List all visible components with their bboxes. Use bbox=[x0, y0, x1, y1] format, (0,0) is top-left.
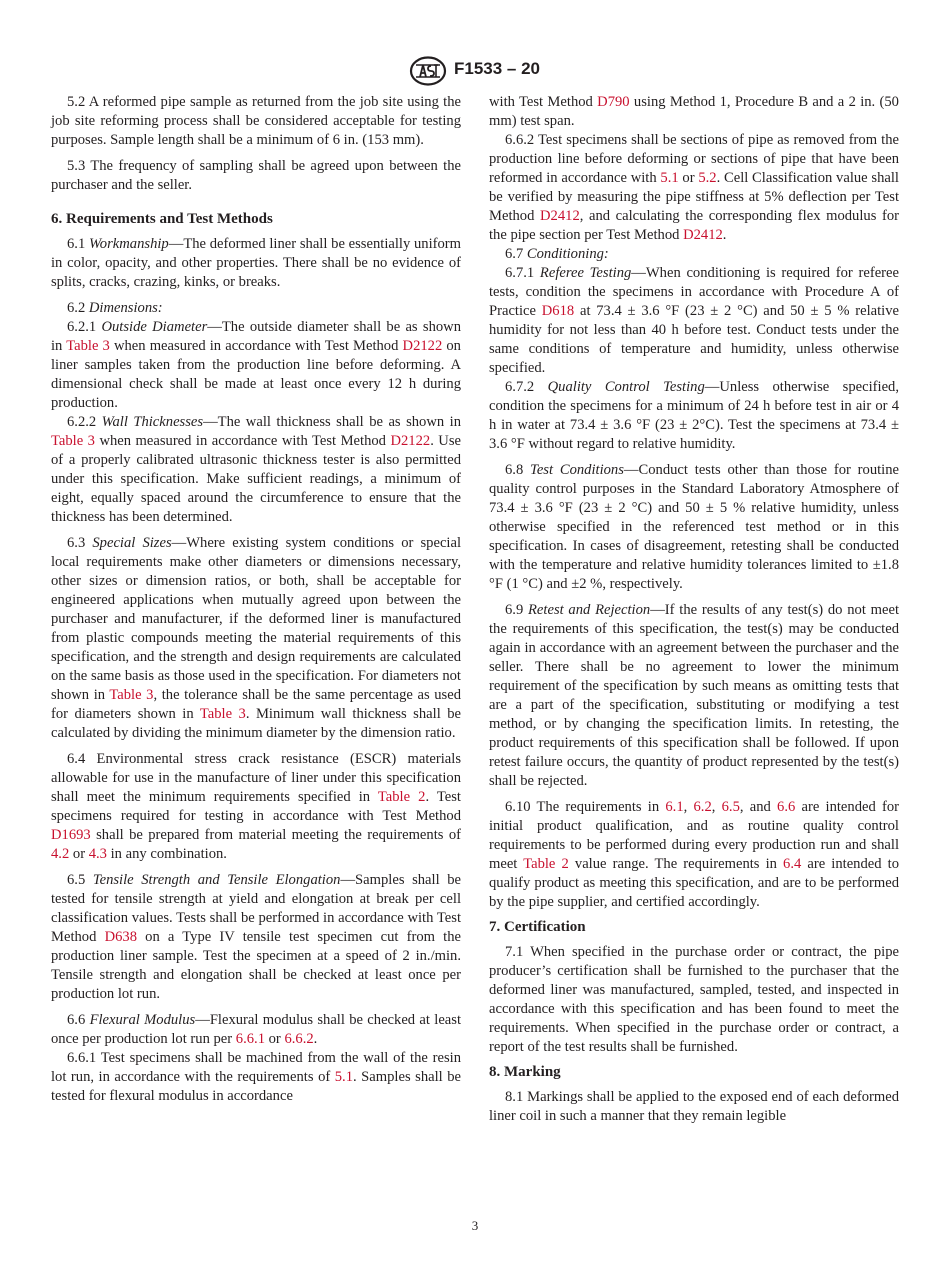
link-d2122[interactable]: D2122 bbox=[390, 433, 431, 449]
section-6-2: 6.2 Dimensions: bbox=[67, 300, 163, 316]
section-6-6-1: 6.6.1 Test specimens shall be machined from the wall of the resin lot run, in accordance with the requirements of 5.1. Samples shall be tested for flexural modulus in accordance bbox=[51, 1050, 461, 1104]
link-d618[interactable]: D618 bbox=[541, 303, 575, 319]
section-6-6-2: 6.6.2 Test specimens shall be sections of pipe as removed from the production line before deforming or sections of pipe that have been reformed in accordance with 5.1 or 5.2. Cell Classification value shall be verified by measuring the pipe stiffness at 5% deflection per Test Method D2412, and calculating the corresponding flex modulus for the pipe section per Test Method D2412. bbox=[489, 132, 899, 243]
link-6-6[interactable]: 6.6 bbox=[777, 799, 796, 815]
section-6-7-1: 6.7.1 Referee Testing—When conditioning is required for referee tests, condition the specimens in accordance with Procedure A of Practice D618 at 73.4 ± 3.6 °F (23 ± 2 °C) and 50 ± 5 % relative humidity for not less than 40 h before test. Conduct tests under the same conditions of temperature and humidity, unless otherwise specified. bbox=[489, 265, 899, 376]
astm-logo bbox=[409, 56, 447, 86]
section-6-7: 6.7 Conditioning: bbox=[505, 246, 609, 262]
link-table-3[interactable]: Table 3 bbox=[199, 706, 246, 722]
document-id: F1533 – 20 bbox=[454, 59, 541, 78]
link-table-2[interactable]: Table 2 bbox=[377, 789, 426, 805]
page-header bbox=[0, 56, 950, 86]
section-6-2-1: 6.2.1 Outside Diameter—The outside diameter shall be as shown in Table 3 when measured in accordance with Test Method D2122 on liner samples taken from the production line before deforming. A dimensional check shall be made at least once every 12 h during production. bbox=[51, 319, 461, 411]
link-d2412[interactable]: D2412 bbox=[540, 208, 580, 224]
link-6-6-2[interactable]: 6.6.2 bbox=[284, 1031, 314, 1047]
section-6-1: 6.1 Workmanship—The deformed liner shall be essentially uniform in color, opacity, and other properties. There shall be no evidence of splits, cracks, crazing, kinks, or breaks. bbox=[51, 236, 462, 290]
section-6-4: 6.4 Environmental stress crack resistance (ESCR) materials allowable for use in the manufacture of liner under this specification shall meet the minimum requirements specified in Table 2. Test specimens required for testing in accordance with Test Method D1693 shall be prepared from material meeting the requirements of 4.2 or 4.3 in any combination. bbox=[51, 751, 461, 862]
link-5-1[interactable]: 5.1 bbox=[660, 170, 679, 186]
link-table-2[interactable]: Table 2 bbox=[523, 856, 569, 872]
section-6-7-2: 6.7.2 Quality Control Testing—Unless otherwise specified, condition the specimens for a minimum of 24 h before test in air or 4 h in water at 73.4 ± 3.6 °F (23 ± 2°C). Test the specimens at 73.4 ± 3.6 °F without regard to relative humidity. bbox=[489, 379, 899, 452]
link-5-1[interactable]: 5.1 bbox=[334, 1069, 353, 1085]
link-6-6-1[interactable]: 6.6.1 bbox=[235, 1031, 265, 1047]
section-8-1: 8.1 Markings shall be applied to the exposed end of each deformed liner coil in such a manner that they remain legible bbox=[489, 1089, 899, 1124]
heading-section-8: 8. Marking bbox=[489, 1064, 561, 1080]
link-d2412[interactable]: D2412 bbox=[683, 227, 723, 243]
section-7-1: 7.1 When specified in the purchase order or contract, the pipe producer’s certification shall be furnished to the purchaser that the deformed liner was manufactured, sampled, tested, and inspected in accordance with this specification and has been found to meet the requirements. When specified in the purchase order or contract, a report of the test results shall be furnished. bbox=[489, 944, 899, 1055]
section-5-2: 5.2 A reformed pipe sample as returned from the job site using the job site reforming process shall be considered acceptable for testing purposes. Sample length shall be a minimum of 6 in. (153 mm). bbox=[51, 94, 461, 148]
link-table-3[interactable]: Table 3 bbox=[66, 338, 110, 354]
heading-section-6: 6. Requirements and Test Methods bbox=[51, 211, 273, 227]
section-5-3: 5.3 The frequency of sampling shall be agreed upon between the purchaser and the seller. bbox=[51, 158, 461, 193]
link-6-2[interactable]: 6.2 bbox=[693, 799, 712, 815]
link-d790[interactable]: D790 bbox=[597, 94, 630, 110]
section-6-8: 6.8 Test Conditions—Conduct tests other than those for routine quality control purposes in the Standard Laboratory Atmosphere of 73.4 ± 3.6 °F (23 ± 2 °C) and 50 ± 5 % relative humidity, unless otherwise specified in the referenced test method or in this specification. In cases of disagreement, retesting shall be conducted with the temperature and relative humidity tolerances limited to ±1.8 °F (1 °C) and ±2 %, respectively. bbox=[489, 462, 899, 592]
section-6-10: 6.10 The requirements in 6.1, 6.2, 6.5, and 6.6 are intended for initial product qualification, and as routine quality control requirements to be performed during every production run and shall meet Table 2 value range. The requirements in 6.4 are intended to qualify product as meeting this specification, and are to be performed by the pipe supplier, and certified accordingly. bbox=[489, 799, 900, 910]
link-table-3[interactable]: Table 3 bbox=[51, 433, 95, 449]
section-6-5: 6.5 Tensile Strength and Tensile Elongation—Samples shall be tested for tensile strength at yield and elongation at break per cell classification values. Tests shall be performed in accordance with Test Method D638 on a Type IV tensile test specimen cut from the production liner sample. Test the specimen at a speed of 2 in./min. Tensile strength and elongation shall be checked at least once per production lot run. bbox=[51, 872, 462, 1002]
section-6-6-1-continued: with Test Method D790 using Method 1, Procedure B and a 2 in. (50 mm) test span. bbox=[489, 94, 899, 129]
page-number: 3 bbox=[471, 1218, 479, 1233]
link-4-2[interactable]: 4.2 bbox=[51, 846, 70, 862]
link-6-5[interactable]: 6.5 bbox=[721, 799, 740, 815]
link-table-3[interactable]: Table 3 bbox=[109, 687, 154, 703]
heading-section-7: 7. Certification bbox=[489, 919, 586, 935]
link-6-1[interactable]: 6.1 bbox=[665, 799, 684, 815]
link-5-2[interactable]: 5.2 bbox=[698, 170, 717, 186]
link-d638[interactable]: D638 bbox=[104, 929, 137, 945]
section-6-9: 6.9 Retest and Rejection—If the results of any test(s) do not meet the requirements of this specification, the test(s) may be conducted again in accordance with an agreement between the purchaser and the seller. There shall be no agreement to lower the minimum requirement of the specification by such means as omitting tests that are a part of the specification, substituting or modifying a test method, or by changing the specification limits. In retesting, the product requirements of this specification shall be followed. If upon retest failure occurs, the quantity of product represented by the test(s) shall be rejected. bbox=[489, 602, 900, 789]
link-4-3[interactable]: 4.3 bbox=[88, 846, 107, 862]
link-6-4[interactable]: 6.4 bbox=[783, 856, 802, 872]
section-6-6: 6.6 Flexural Modulus—Flexural modulus shall be checked at least once per production lot run per 6.6.1 or 6.6.2. bbox=[51, 1012, 462, 1047]
left-column bbox=[51, 93, 461, 1106]
section-6-2-2: 6.2.2 Wall Thicknesses—The wall thickness shall be as shown in Table 3 when measured in accordance with Test Method D2122. Use of a properly calibrated ultrasonic thickness tester is also permitted under this specification. Make sufficient readings, a minimum of eight, equally spaced around the circumference to ensure that the thickness has been determined. bbox=[51, 414, 462, 525]
link-d1693[interactable]: D1693 bbox=[51, 827, 91, 843]
section-6-3: 6.3 Special Sizes—Where existing system conditions or special local requirements make other diameters or dimensions necessary, other sizes or dimension ratios, or both, shall be acceptable for engineered applications when mutually agreed upon between the purchaser and manufacturer, if the deformed liner is manufactured from plastic compounds meeting the material requirements of this specification, and the strength and design requirements are calculated on the same basis as those used in the specification. For diameters not shown in Table 3, the tolerance shall be the same percentage as used for diameters shown in Table 3. Minimum wall thickness shall be calculated by dividing the minimum diameter by the dimension ratio. bbox=[51, 535, 462, 741]
link-d2122[interactable]: D2122 bbox=[402, 338, 443, 354]
right-column bbox=[489, 93, 899, 1126]
